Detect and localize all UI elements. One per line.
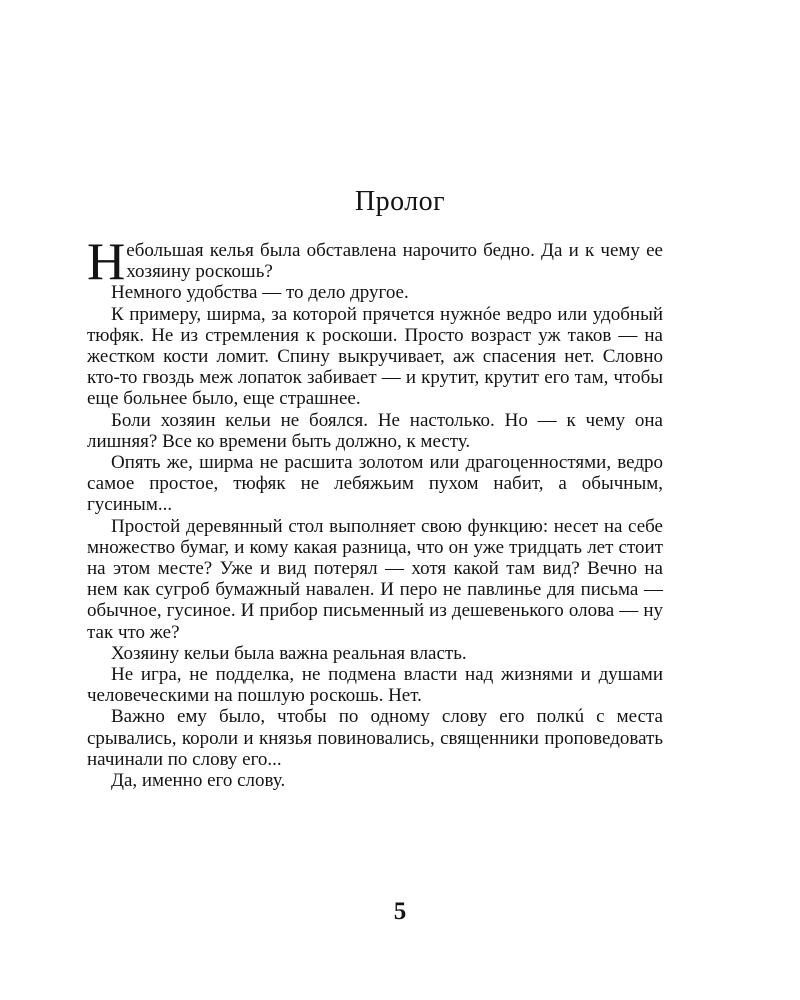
paragraph: Немного удобства — то дело другое. [111,282,409,304]
paragraph: Важно ему было, чтобы по одному слову его полкú с места срывались, короли и князья повиновались, священники проповедовать начинали по слову его... [87,706,663,770]
paragraph: Опять же, ширма не расшита золотом или драгоценностями, ведро самое простое, тюфяк не лебяжьим пухом набит, а обычным, гусиным... [87,452,663,516]
paragraph: Простой деревянный стол выполняет свою функцию: несет на себе множество бумаг, и кому какая разница, что он уже тридцать лет стоит на этом месте? Уже и вид потерял — хотя какой там вид? Вечно на нем как сугроб бумажный навален. И перо не павлинье для письма — обычное, гусиное. И прибор письменный из дешевенького олова — ну так что же? [87,515,663,643]
page-number: 5 [393,898,407,925]
paragraph: Хозяину кельи была важна реальная власть. [111,642,467,664]
first-paragraph-text: ебольшая келья была обставлена нарочито бедно. Да и к чему ее хозяину роскошь? [126,240,663,283]
paragraph: Не игра, не подделка, не подмена власти над жизнями и душами человеческими на пошлую роскошь. Нет. [87,664,663,707]
chapter-title: Пролог [354,186,446,217]
body-text [87,233,663,792]
paragraph: Боли хозяин кельи не боялся. Не настолько. Но — к чему она лишняя? Все ко времени быть должно, к месту. [87,409,663,452]
first-paragraph [87,233,663,291]
paragraph: К примеру, ширма, за которой прячется нужнóе ведро или удобный тюфяк. Не из стремления к роскоши. Просто возраст уж таков — на жестком кости ломит. Спину выкручивает, аж спасения нет. Словно кто-то гвоздь меж лопаток забивает — и крутит, крутит его там, чтобы еще больнее было, еще страшнее. [87,303,663,410]
drop-cap: Н [87,233,126,291]
paragraph: Да, именно его слову. [111,770,286,792]
